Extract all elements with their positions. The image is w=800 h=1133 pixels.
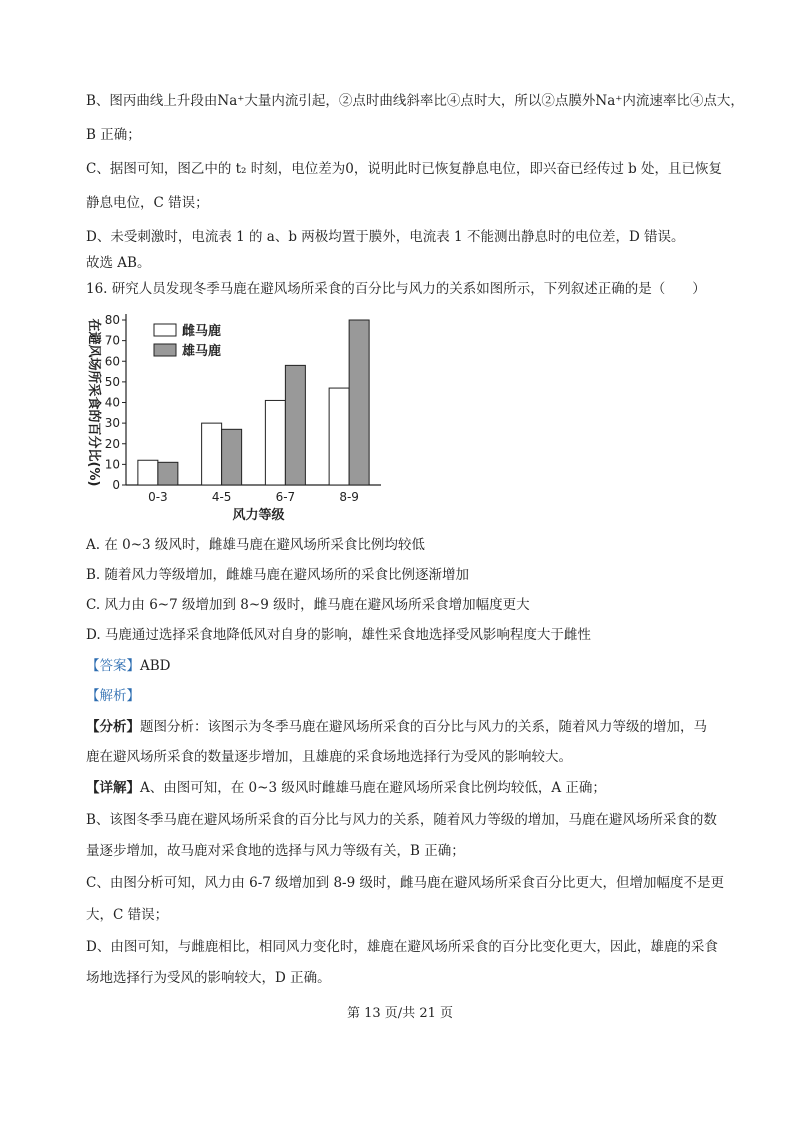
xiangjie-d-line1: D、由图可知，与雌鹿相比，相同风力变化时，雄鹿在避风场所采食的百分比变化更大，因此，雄鹿的采食 — [86, 939, 718, 955]
option-b: B. 随着风力等级增加，雌雄马鹿在避风场所的采食比例逐渐增加 — [86, 567, 470, 583]
legend-swatch-male — [154, 344, 176, 356]
xiangjie-c-line1: C、由图分析可知，风力由 6-7 级增加到 8-9 级时，雌马鹿在避风场所采食百分比更大，但增加幅度不是更 — [86, 875, 724, 891]
xiangjie-a-text: A、由图可知，在 0~3 级风时雌雄马鹿在避风场所采食比例均较低，A 正确； — [140, 780, 606, 796]
y-tick-label: 20 — [104, 436, 120, 451]
fenxi-line1 — [86, 718, 707, 736]
xiangjie-d-line2: 场地选择行为受风的影响较大，D 正确。 — [86, 970, 331, 986]
bar-male-6-7 — [285, 365, 305, 485]
option-d: D. 马鹿通过选择采食地降低风对自身的影响，雄性采食地选择受风影响程度大于雌性 — [86, 627, 591, 643]
x-tick-label: 8-9 — [339, 490, 359, 504]
prev-explanation-c-line1: C、据图可知，图乙中的 t₂ 时刻，电位差为0，说明此时已恢复静息电位，即兴奋已经传过 b 处，且已恢复 — [86, 161, 723, 177]
bar-male-0-3 — [158, 462, 178, 485]
prev-conclusion: 故选 AB。 — [86, 255, 151, 271]
fenxi-text: 题图分析：该图示为冬季马鹿在避风场所采食的百分比与风力的关系，随着风力等级的增加，马 — [140, 719, 707, 735]
prev-explanation-b-line1: B、图丙曲线上升段由Na⁺大量内流引起，②点时曲线斜率比④点时大，所以②点膜外Na⁺内流速率比④点大， — [86, 93, 744, 109]
option-a: A. 在 0~3 级风时，雌雄马鹿在避风场所采食比例均较低 — [86, 537, 425, 553]
x-axis-label: 风力等级 — [232, 508, 285, 523]
bar-female-8-9 — [329, 388, 349, 485]
bar-female-0-3 — [138, 460, 158, 485]
y-tick-label: 50 — [104, 374, 120, 389]
xiangjie-tag: 【详解】 — [86, 780, 140, 796]
x-tick-label: 0-3 — [148, 490, 168, 504]
bar-male-4-5 — [222, 429, 242, 485]
xiangjie-b-line1: B、该图冬季马鹿在避风场所采食的百分比与风力的关系，随着风力等级的增加，马鹿在避风场所采食的数 — [86, 812, 717, 828]
y-tick-label: 60 — [104, 354, 120, 369]
y-tick-label: 0 — [112, 478, 120, 492]
y-tick-label: 80 — [104, 313, 120, 327]
bar-chart — [76, 305, 396, 525]
option-c: C. 风力由 6~7 级增加到 8~9 级时，雌马鹿在避风场所采食增加幅度更大 — [86, 597, 530, 613]
bar-female-4-5 — [202, 423, 222, 485]
xiangjie-line-a — [86, 779, 606, 797]
y-tick-label: 40 — [104, 395, 120, 410]
prev-explanation-b-line2: B 正确； — [86, 127, 141, 143]
xiangjie-c-line2: 大，C 错误； — [86, 907, 169, 923]
y-tick-label: 10 — [104, 457, 120, 472]
analysis-tag: 【解析】 — [86, 688, 140, 704]
bar-female-6-7 — [265, 400, 285, 485]
xiangjie-b-line2: 量逐步增加，故马鹿对采食地的选择与风力等级有关，B 正确； — [86, 843, 465, 859]
answer-row — [86, 657, 171, 675]
answer-tag: 【答案】 — [86, 658, 140, 674]
y-axis-label: 在避风场所采食的百分比(%) — [86, 318, 101, 487]
y-tick-label: 70 — [104, 333, 120, 348]
legend-label-male: 雄马鹿 — [182, 344, 222, 359]
fenxi-line2: 鹿在避风场所采食的数量逐步增加，且雄鹿的采食场地选择行为受风的影响较大。 — [86, 749, 572, 765]
answer-value: ABD — [140, 658, 171, 674]
x-tick-label: 6-7 — [275, 490, 296, 504]
prev-explanation-c-line2: 静息电位，C 错误； — [86, 195, 209, 211]
x-tick-label: 4-5 — [211, 490, 232, 504]
prev-explanation-d-line1: D、未受刺激时，电流表 1 的 a、b 两极均置于膜外，电流表 1 不能测出静息时的电位差，D 错误。 — [86, 229, 685, 245]
question-stem: 16. 研究人员发现冬季马鹿在避风场所采食的百分比与风力的关系如图所示，下列叙述正确的是（ ） — [86, 281, 706, 297]
bar-male-8-9 — [349, 320, 369, 485]
legend-swatch-female — [154, 324, 176, 336]
page-footer: 第 13 页/共 21 页 — [347, 1006, 453, 1021]
fenxi-tag: 【分析】 — [86, 719, 140, 735]
legend-label-female: 雌马鹿 — [182, 324, 222, 339]
y-tick-label: 30 — [104, 416, 120, 431]
